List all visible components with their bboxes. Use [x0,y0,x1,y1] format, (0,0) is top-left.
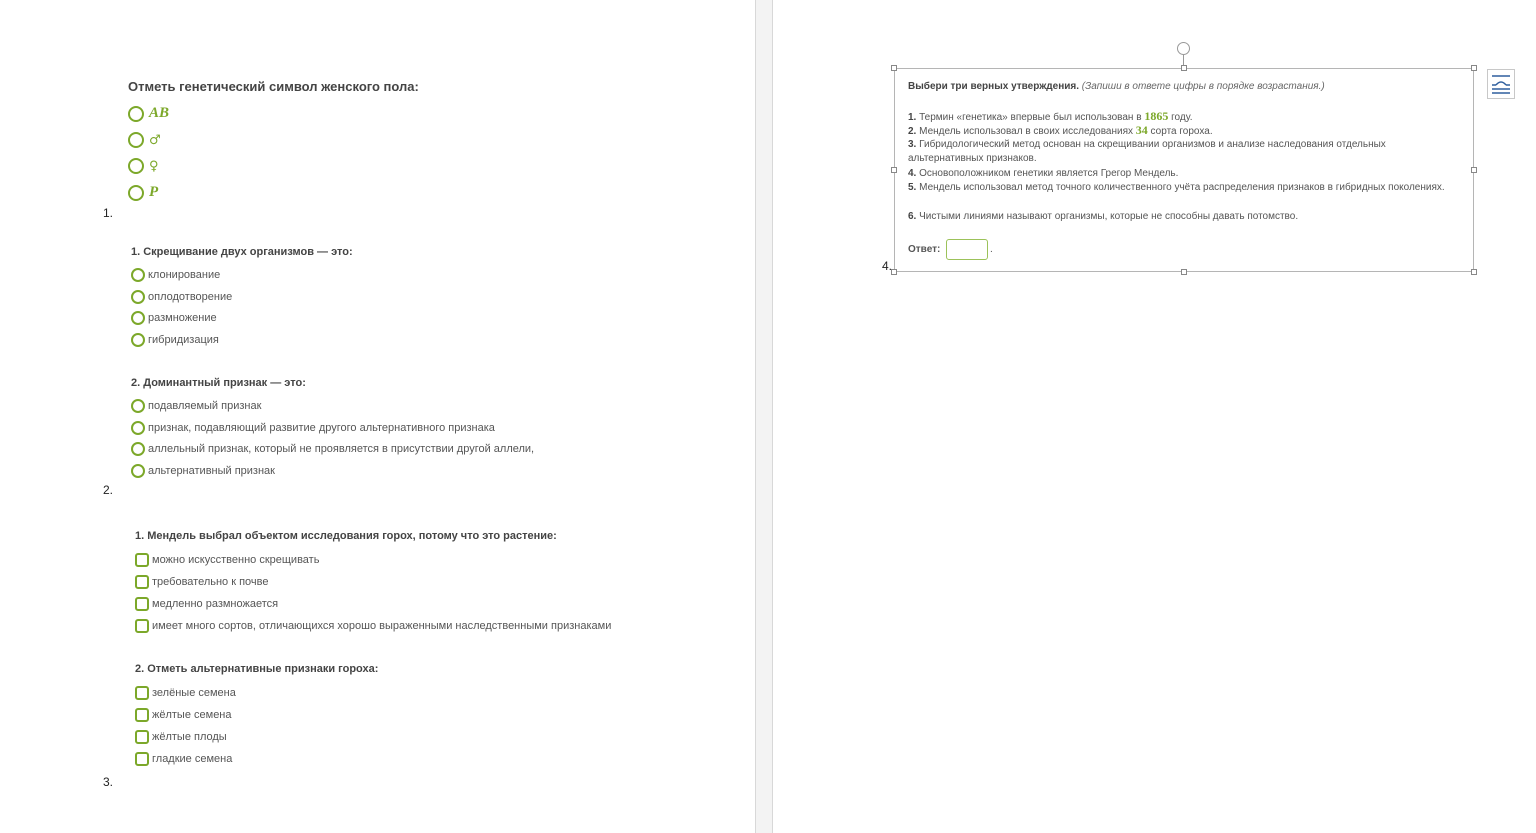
option-p[interactable]: P [128,184,158,201]
checkbox-icon[interactable] [135,553,149,567]
option[interactable]: размножение [131,311,217,325]
page-gutter [755,0,773,833]
statement: 6. Чистыми линиями называют организмы, которые не способны давать потомство. [908,211,1299,222]
radio-icon[interactable] [131,399,145,413]
statement: 5. Мендель использовал метод точного количественного учёта распределения признаков в гибридных поколениях. [908,182,1445,193]
list-number: 4. [882,259,893,273]
answer-suffix: . [990,244,993,255]
radio-icon[interactable] [128,185,144,201]
list-number: 3. [103,775,114,789]
option[interactable]: медленно размножается [135,597,278,611]
statement: 3. Гибридологический метод основан на скрещивании организмов и анализе наследования отдельных альтернативных признаков. [908,139,1386,164]
option[interactable]: признак, подавляющий развитие другого альтернативного признака [131,421,495,435]
statement: 4. Основоположником генетики является Грегор Мендель. [908,168,1179,179]
radio-icon[interactable] [128,158,144,174]
option[interactable]: можно искусственно скрещивать [135,553,319,567]
radio-icon[interactable] [131,290,145,304]
option-ab[interactable]: AB [128,105,169,122]
question-title: 2. Отметь альтернативные признаки гороха: [135,663,379,675]
radio-icon[interactable] [131,268,145,282]
option[interactable]: аллельный признак, который не проявляется в присутствии другой аллели, [131,442,534,456]
question-title: Отметь генетический символ женского пола: [128,79,419,94]
resize-handle[interactable] [1471,65,1477,71]
question-title: 2. Доминантный признак — это: [131,377,306,389]
checkbox-icon[interactable] [135,686,149,700]
layout-options-icon [1488,70,1514,98]
option-female[interactable] [128,158,159,174]
radio-icon[interactable] [131,333,145,347]
option-male[interactable] [128,132,161,148]
female-symbol-icon: ♀ [149,158,159,174]
option[interactable]: подавляемый признак [131,399,261,413]
resize-handle[interactable] [891,65,897,71]
radio-icon[interactable] [131,421,145,435]
option[interactable]: требовательно к почве [135,575,269,589]
question-title: 1. Мендель выбрал объектом исследования горох, потому что это растение: [135,530,557,542]
resize-handle[interactable] [1181,269,1187,275]
radio-icon[interactable] [128,106,144,122]
checkbox-icon[interactable] [135,752,149,766]
option[interactable]: зелёные семена [135,686,236,700]
statement: 1. Термин «генетика» впервые был использован в 1865 году. [908,109,1193,123]
radio-icon[interactable] [128,132,144,148]
answer-label: Ответ: [908,244,941,255]
male-symbol-icon: ♂ [149,132,161,148]
radio-icon[interactable] [131,464,145,478]
radio-icon[interactable] [131,311,145,325]
resize-handle[interactable] [1471,269,1477,275]
checkbox-icon[interactable] [135,619,149,633]
option[interactable]: гладкие семена [135,752,232,766]
checkbox-icon[interactable] [135,730,149,744]
option[interactable]: имеет много сортов, отличающихся хорошо выраженными наследственными признаками [135,619,611,633]
checkbox-icon[interactable] [135,597,149,611]
layout-options-button[interactable] [1487,69,1515,99]
task-title: Выбери три верных утверждения. (Запиши в ответе цифры в порядке возрастания.) [908,81,1325,92]
resize-handle[interactable] [891,167,897,173]
answer-input[interactable] [946,239,988,260]
option[interactable]: жёлтые плоды [135,730,227,744]
rotate-handle-icon[interactable] [1177,42,1190,55]
checkbox-icon[interactable] [135,708,149,722]
resize-handle[interactable] [1181,65,1187,71]
option[interactable]: оплодотворение [131,290,232,304]
statement: 2. Мендель использовал в своих исследованиях 34 сорта гороха. [908,123,1213,137]
list-number: 2. [103,483,114,497]
option[interactable]: жёлтые семена [135,708,232,722]
resize-handle[interactable] [1471,167,1477,173]
checkbox-icon[interactable] [135,575,149,589]
list-number: 1. [103,206,114,220]
radio-icon[interactable] [131,442,145,456]
option[interactable]: гибридизация [131,333,219,347]
option[interactable]: клонирование [131,268,220,282]
option[interactable]: альтернативный признак [131,464,275,478]
question-title: 1. Скрещивание двух организмов — это: [131,246,353,258]
left-page [0,0,755,833]
